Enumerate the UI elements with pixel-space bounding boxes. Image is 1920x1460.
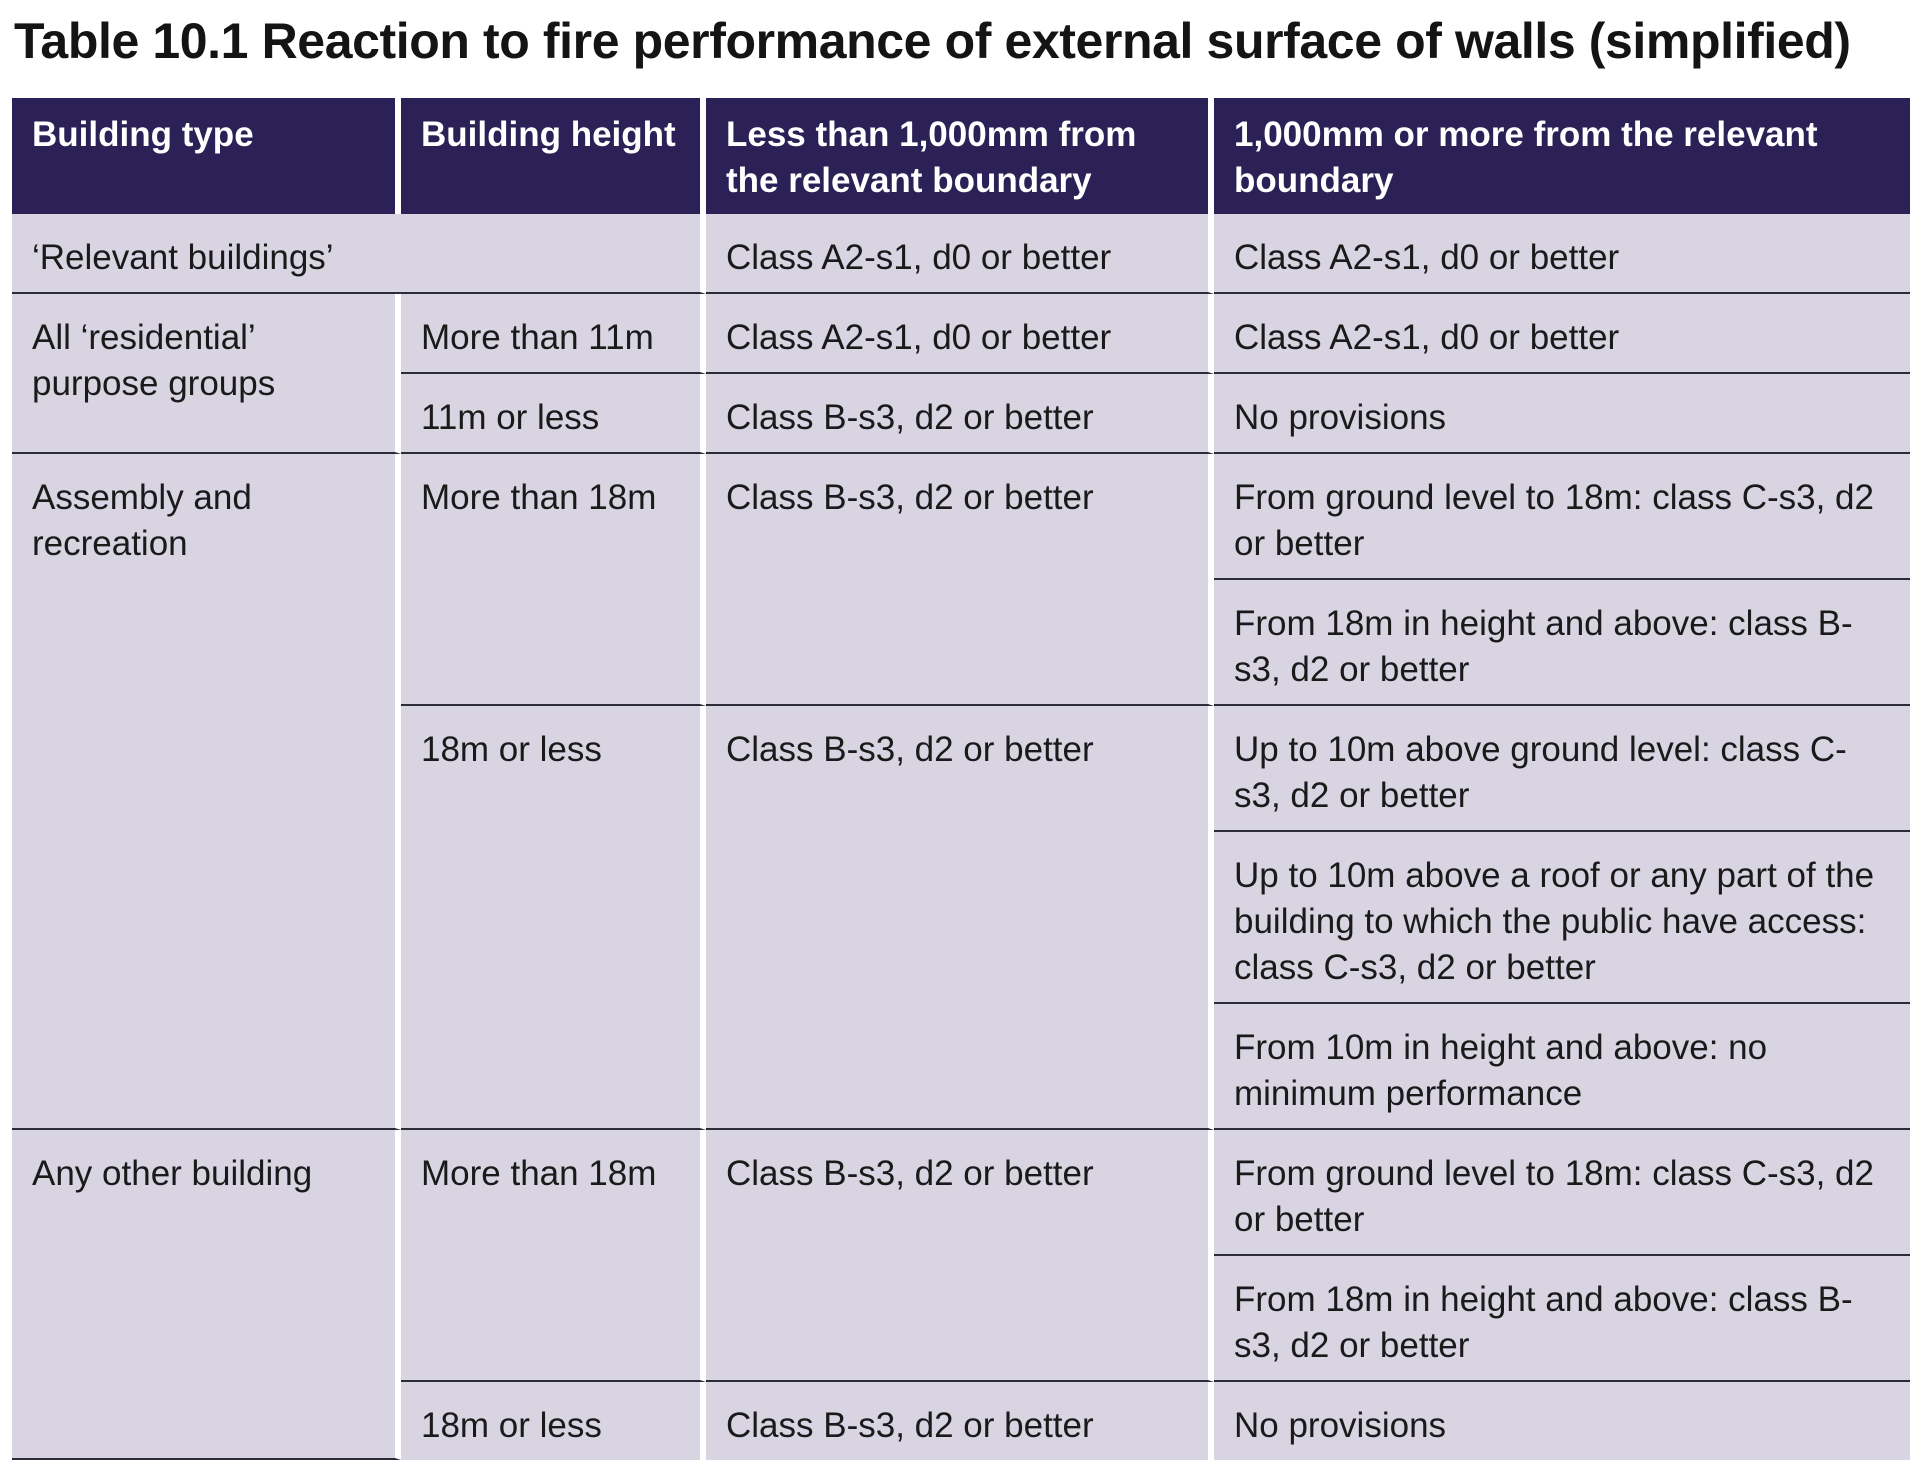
page-title: Table 10.1 Reaction to fire performance of external surface of walls (simplified) xyxy=(14,13,1851,69)
column-header-1000mm-or-more: 1,000mm or more from the relevant boundary xyxy=(1214,98,1910,214)
table-header-row xyxy=(12,98,1910,214)
less-than-1000mm-cell: Class B-s3, d2 or better xyxy=(706,454,1214,706)
building-type-cell: Assembly and recreation xyxy=(12,454,401,1130)
1000mm-or-more-cell: Up to 10m above a roof or any part of the building to which the public have access: class C-s3, d2 or better xyxy=(1214,832,1910,1004)
building-height-cell: 18m or less xyxy=(401,706,706,1130)
1000mm-or-more-cell: Class A2-s1, d0 or better xyxy=(1214,294,1910,374)
less-than-1000mm-cell: Class B-s3, d2 or better xyxy=(706,1130,1214,1382)
1000mm-or-more-cell: From 18m in height and above: class B-s3, d2 or better xyxy=(1214,1256,1910,1382)
column-header-building-type: Building type xyxy=(12,98,401,214)
1000mm-or-more-cell: From 10m in height and above: no minimum performance xyxy=(1214,1004,1910,1130)
1000mm-or-more-cell: No provisions xyxy=(1214,374,1910,454)
building-height-cell: 18m or less xyxy=(401,1382,706,1460)
table-row xyxy=(12,1130,1910,1256)
1000mm-or-more-cell: Up to 10m above ground level: class C-s3, d2 or better xyxy=(1214,706,1910,832)
1000mm-or-more-cell: From 18m in height and above: class B-s3, d2 or better xyxy=(1214,580,1910,706)
table-row xyxy=(12,454,1910,580)
less-than-1000mm-cell: Class B-s3, d2 or better xyxy=(706,374,1214,454)
building-height-cell: More than 18m xyxy=(401,1130,706,1382)
building-type-cell: All ‘residential’ purpose groups xyxy=(12,294,401,454)
reaction-to-fire-table xyxy=(12,98,1910,1460)
column-header-building-height: Building height xyxy=(401,98,706,214)
1000mm-or-more-cell: No provisions xyxy=(1214,1382,1910,1460)
1000mm-or-more-cell: From ground level to 18m: class C-s3, d2 or better xyxy=(1214,454,1910,580)
column-header-less-than-1000mm: Less than 1,000mm from the relevant boundary xyxy=(706,98,1214,214)
table-row xyxy=(12,294,1910,374)
1000mm-or-more-cell: Class A2-s1, d0 or better xyxy=(1214,214,1910,294)
building-type-cell: Any other building xyxy=(12,1130,401,1460)
less-than-1000mm-cell: Class A2-s1, d0 or better xyxy=(706,294,1214,374)
1000mm-or-more-cell: From ground level to 18m: class C-s3, d2 or better xyxy=(1214,1130,1910,1256)
building-height-cell: More than 18m xyxy=(401,454,706,706)
less-than-1000mm-cell: Class B-s3, d2 or better xyxy=(706,1382,1214,1460)
table-row xyxy=(12,214,1910,294)
less-than-1000mm-cell: Class B-s3, d2 or better xyxy=(706,706,1214,1130)
building-height-cell: More than 11m xyxy=(401,294,706,374)
building-height-cell: 11m or less xyxy=(401,374,706,454)
less-than-1000mm-cell: Class A2-s1, d0 or better xyxy=(706,214,1214,294)
building-type-cell: ‘Relevant buildings’ xyxy=(12,214,706,294)
